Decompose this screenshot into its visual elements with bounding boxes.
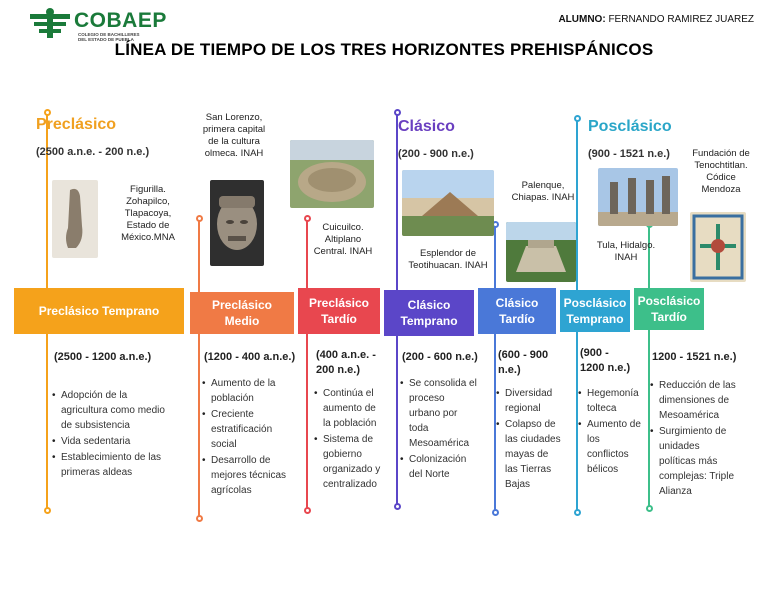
period-range: (900 - 1200 n.e.) <box>580 347 631 374</box>
period-name: Clásico Tardío <box>495 296 539 326</box>
era-title: Preclásico <box>36 116 117 133</box>
list-item: • Vida sedentaria <box>52 434 184 449</box>
teotihuacan-photo <box>402 170 494 236</box>
timeline-dot <box>196 515 203 522</box>
list-item: • Aumento de los conflictos bélicos <box>578 417 646 477</box>
period-range: (600 - 900 n.e.) <box>498 349 549 376</box>
timeline-dot <box>574 115 581 122</box>
timeline-dot <box>304 215 311 222</box>
list-item: • Sistema de gobierno organizado y centralizado <box>314 432 392 492</box>
cuicuilco-photo <box>290 140 374 208</box>
logo-name: COBAEP <box>74 9 167 32</box>
list-item: • Creciente estratificación social <box>202 407 294 452</box>
list-item: • Continúa el aumento de la población <box>314 386 392 431</box>
logo-subtitle: COLEGIO DE BACHILLERES DEL ESTADO DE PUEBLA <box>78 32 140 42</box>
list-item: • Colonización del Norte <box>400 452 490 482</box>
period-features-list <box>650 378 760 500</box>
timeline-dot <box>394 503 401 510</box>
image-caption: Palenque, Chiapas. INAH <box>511 180 575 203</box>
period-name: Preclásico Medio <box>211 298 273 328</box>
period-features-list <box>578 386 646 478</box>
timeline-line <box>198 218 200 518</box>
era-range: (2500 a.n.e. - 200 n.e.) <box>36 146 150 158</box>
image-caption: Esplendor de Teotihuacan. INAH <box>408 248 488 271</box>
period-band <box>298 288 380 334</box>
era-title: Posclásico <box>588 118 672 135</box>
timeline-dot <box>646 505 653 512</box>
image-caption: Figurilla. Zohapilco, Tlapacoya, Estado de México.MNA <box>121 184 175 243</box>
timeline-dot <box>394 109 401 116</box>
period-band <box>384 290 474 336</box>
figurine-photo <box>52 180 98 258</box>
list-item: • Establecimiento de las primeras aldeas <box>52 450 184 480</box>
logo-emblem-icon <box>30 8 72 40</box>
period-band <box>14 288 184 334</box>
period-range: (200 - 600 n.e.) <box>402 351 478 363</box>
era-range: (900 - 1521 n.e.) <box>588 148 670 160</box>
period-range: (1200 - 400 a.n.e.) <box>204 351 296 363</box>
period-band <box>190 292 294 334</box>
era-range: (200 - 900 n.e.) <box>398 148 474 160</box>
period-range: (400 a.n.e. - 200 n.e.) <box>316 349 376 376</box>
timeline-dot <box>574 509 581 516</box>
period-range: 1200 - 1521 n.e.) <box>652 351 737 363</box>
image-caption: Cuicuilco. Altiplano Central. INAH <box>313 222 373 257</box>
list-item: • Colapso de las ciudades mayas de las Tierras Bajas <box>496 417 572 492</box>
period-name: Posclásico Tardío <box>637 294 701 324</box>
timeline-dot <box>304 507 311 514</box>
tula-photo <box>598 168 678 226</box>
timeline-dot <box>196 215 203 222</box>
list-item: • Surgimiento de unidades políticas más complejas: Triple Alianza <box>650 424 760 499</box>
palenque-photo <box>506 222 576 282</box>
period-band <box>478 288 556 334</box>
olmec-head-photo <box>210 180 264 266</box>
image-caption: Tula, Hidalgo. INAH <box>596 240 656 263</box>
list-item: • Aumento de la población <box>202 376 294 406</box>
list-item: • Se consolida el proceso urbano por toda Mesoamérica <box>400 376 490 451</box>
period-range: (2500 - 1200 a.n.e.) <box>54 351 152 363</box>
era-title: Clásico <box>398 118 455 135</box>
period-features-list <box>314 386 392 493</box>
period-name: Preclásico Temprano <box>38 304 160 318</box>
student-name: ALUMNO: FERNANDO RAMIREZ JUAREZ <box>558 14 754 25</box>
period-name: Clásico Temprano <box>400 298 458 328</box>
period-features-list <box>496 386 572 493</box>
period-name: Posclásico Temprano <box>563 296 627 326</box>
list-item: • Adopción de la agricultura como medio de subsistencia <box>52 388 184 433</box>
timeline-dot <box>44 507 51 514</box>
period-band <box>560 290 630 332</box>
cobaep-logo <box>30 8 190 42</box>
period-features-list <box>400 376 490 483</box>
list-item: • Reducción de las dimensiones de Mesoamérica <box>650 378 760 423</box>
list-item: • Diversidad regional <box>496 386 572 416</box>
image-caption: Fundación de Tenochtitlan. Códice Mendoza <box>692 148 750 195</box>
period-name: Preclásico Tardío <box>308 296 370 326</box>
list-item: • Hegemonía tolteca <box>578 386 646 416</box>
period-band <box>634 288 704 330</box>
timeline-dot <box>44 109 51 116</box>
period-features-list <box>52 388 184 481</box>
period-features-list <box>202 376 294 499</box>
image-caption: San Lorenzo, primera capital de la cultura olmeca. INAH <box>202 112 266 159</box>
list-item: • Desarrollo de mejores técnicas agrícolas <box>202 453 294 498</box>
codex-photo <box>690 212 746 282</box>
page-title: LÍNEA DE TIEMPO DE LOS TRES HORIZONTES PREHISPÁNICOS <box>114 40 654 59</box>
timeline-dot <box>492 509 499 516</box>
